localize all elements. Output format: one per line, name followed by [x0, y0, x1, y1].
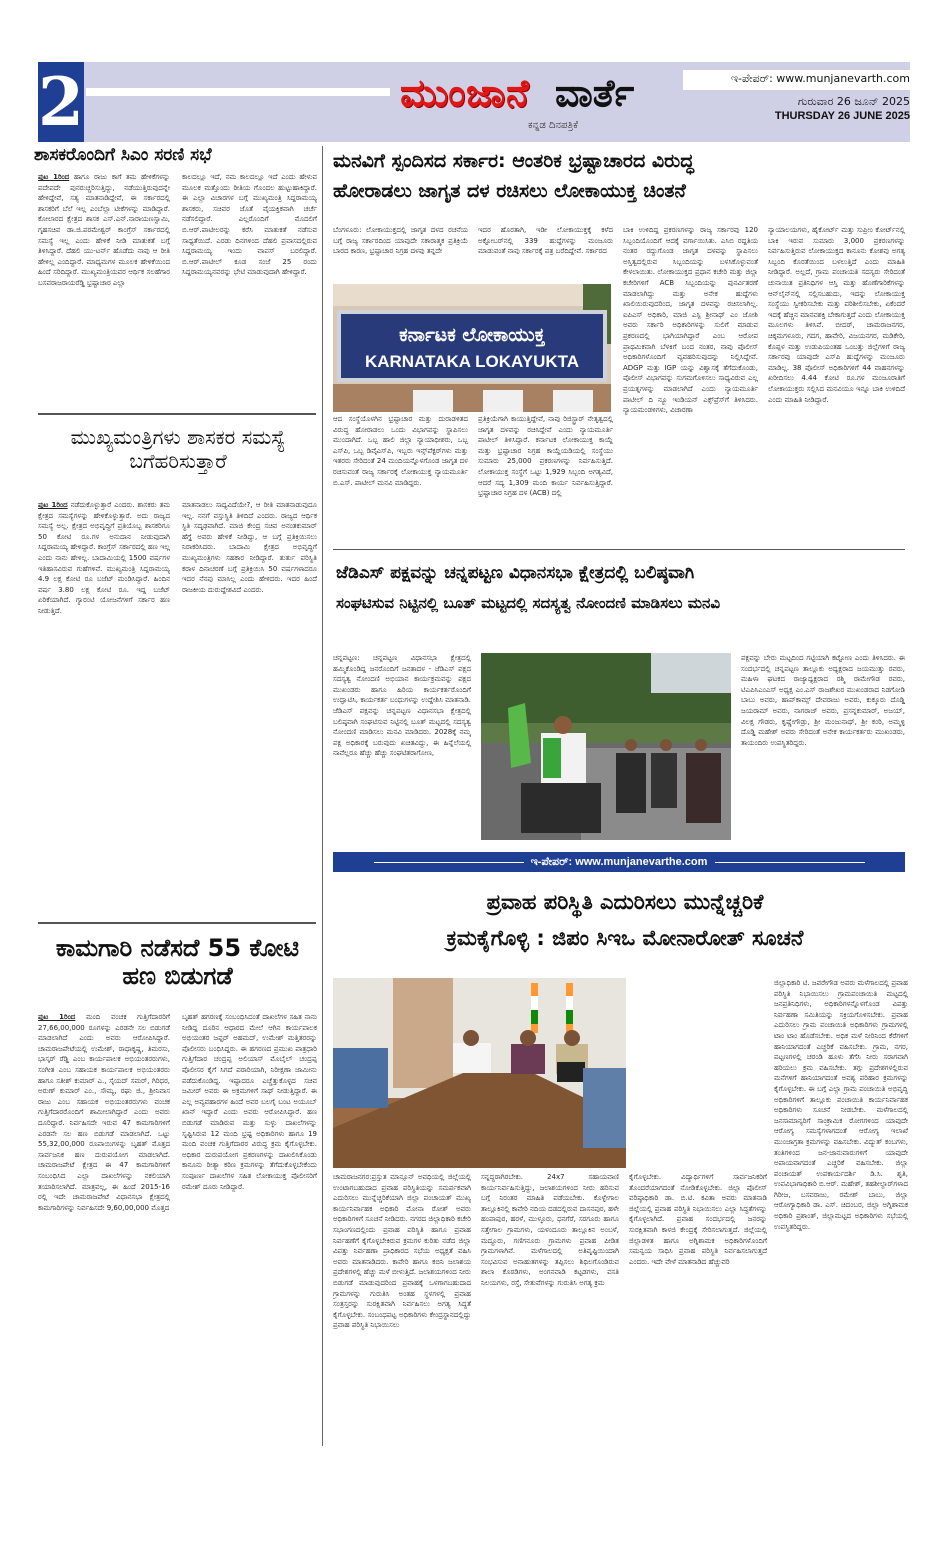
photo-jds-rally — [481, 653, 731, 840]
article-column: ಜಿಲ್ಲಾಧಿಕಾರಿ ಟಿ. ಜವರೇಗೌಡ ಅವರು ಮಳೆಗಾಲದಲ್ಲಿ ಪ್ರವಾಹ ಪರಿಸ್ಥಿತಿ ನಿಭಾಯಿಸಲು ಗ್ರಾಮಪಂಚಾಯಿತಿ ಮಟ್ಟದಲ್ಲಿ ಜನಪ್ರತಿನಿಧಿಗಳು, ಅಧಿಕಾರಿಗಳನ್ನೊಳಗೊಂಡ ವಿಪತ್ತು ನಿರ್ವಹಣಾ ಸಮಿತಿಯನ್ನು ಸಕ್ರಿಯಗೊಳಿಸಬೇಕು. ಪ್ರವಾಹ ಎದುರಿಸಲು ಗ್ರಾಮ ಪಂಚಾಯಿತಿ ಅಧಿಕಾರಿಗಳು ಗ್ರಾಮಗಳಲ್ಲಿ ಟಾಂ ಟಾಂ ಹೊಡೆಸಬೇಕು. ಅಧಿಕ ಮಳೆ ನೀರಿನಿಂದ ಕೆರೆಗಳಿಗೆ ಹಾನಿಯಾಗದಂತೆ ಎಚ್ಚರಿಕೆ ವಹಿಸಬೇಕು. ಗ್ರಾಮ, ನಗರ, ಪಟ್ಟಣಗಳಲ್ಲಿ ಚರಂಡಿ ಹೂಳು ತೆಗೆಸಿ ನೀರು ಸರಾಗವಾಗಿ ಹರಿಯಲು ಕ್ರಮ ವಹಿಸಬೇಕು. ತಗ್ಗು ಪ್ರದೇಶಗಳಲ್ಲಿರುವ ಮನೆಗಳಿಗೆ ಹಾನಿಯಾಗದಂತೆ ಅವಶ್ಯ ಪರಿಹಾರ ಕ್ರಮಗಳನ್ನು ಕೈಗೊಳ್ಳಬೇಕು. ಈ ಬಗ್ಗೆ ಎಲ್ಲಾ ಗ್ರಾಮ ಪಂಚಾಯಿತಿ ಅಭಿವೃದ್ಧಿ ಅಧಿಕಾರಿಗಳಿಗೆ ತಾಲ್ಲೂಕು ಪಂಚಾಯಿತಿ ಕಾರ್ಯನಿರ್ವಾಹಕ ಅಧಿಕಾರಿಗಳು ಸೂಚನೆ ನೀಡಬೇಕು. ಮಳೆಗಾಲದಲ್ಲಿ ಜನಸಾಮಾನ್ಯರಿಗೆ ಸಾಂಕ್ರಾಮಿಕ ರೋಗಗಳಿಂದ ಯಾವುದೇ ಆರೋಗ್ಯ ಸಮಸ್ಯೆಗಳಾಗದಂತೆ ಆರೋಗ್ಯ ಇಲಾಖೆ ಮುಂಜಾಗ್ರತಾ ಕ್ರಮಗಳನ್ನು ವಹಿಸಬೇಕು. ವಿದ್ಯುತ್ ಕಂಬಗಳು, ತಂತಿಗಳಿಂದ ಜನ-ಜಾನುವಾರುಗಳಿಗೆ ಯಾವುದೇ ಅಪಾಯವಾಗದಂತೆ ಎಚ್ಚರಿಕೆ ವಹಿಸಬೇಕು. ಜಿಲ್ಲಾ ಪಂಚಾಯತ್ ಉಪಕಾರ್ಯದರ್ಶಿ ಡಿ.ಸಿ. ಶೃತಿ, ಉಪವಿಭಾಗಾಧಿಕಾರಿ ಬಿ.ಆರ್. ಮಹೇಶ್, ತಹಶೀಲ್ದಾರ್‌ಗಳಾದ ಗಿರೀಜ, ಬಸವರಾಜು, ರಮೇಶ್ ಬಾಬು, ಜಿಲ್ಲಾ ಆರೋಗ್ಯಾಧಿಕಾರಿ ಡಾ. ಎಸ್. ಚಿದಂಬರ, ಜಿಲ್ಲಾ ಅಗ್ನಿಶಾಮಕ ಅಧಿಕಾರಿ ಪ್ರಶಾಂತ್, ಜಿಲ್ಲಾಮಟ್ಟದ ಅಧಿಕಾರಿಗಳು ಸಭೆಯಲ್ಲಿ ಉಪಸ್ಥಿತರಿದ್ದರು. — [774, 979, 908, 1231]
date-kannada: ಗುರುವಾರ 26 ಜೂನ್ 2025 — [797, 95, 910, 108]
epaper-link[interactable]: ಇ-ಪೇಪರ್: www.munjanevarth.com — [730, 72, 910, 85]
headline-line: ಪ್ರವಾಹ ಪರಿಸ್ಥಿತಿ ಎದುರಿಸಲು ಮುನ್ನೆಚ್ಚರಿಕೆ — [486, 890, 764, 914]
page-number: 2 — [38, 63, 84, 141]
photo-flood-meeting — [333, 978, 626, 1168]
epaper-banner-link[interactable]: ಇ-ಪೇಪರ್: www.munjanevarthe.com — [530, 856, 708, 868]
article-column — [636, 978, 764, 1168]
banner-line — [715, 862, 865, 863]
article-column: ಚಾಮರಾಜನಗರ:ಪ್ರಸ್ತುತ ಮಾನ್ಸೂನ್ ಅವಧಿಯಲ್ಲಿ ಜಿಲ್ಲೆಯಲ್ಲಿ ಉಂಟಾಗಬಹುದಾದ ಪ್ರವಾಹ ಪರಿಸ್ಥಿತಿಯನ್ನು ಸಮರ್ಪಕವಾಗಿ ಎದುರಿಸಲು ಮುನ್ನೆಚ್ಚರಿಕೆಯಾಗಿ ಜಿಲ್ಲಾ ಪಂಚಾಯತ್ ಮುಖ್ಯ ಕಾರ್ಯನಿರ್ವಾಹಕ ಅಧಿಕಾರಿ ಮೋನಾ ರೋತ್ ಅವರು ಅಧಿಕಾರಿಗಳಿಗೆ ಸೂಚನೆ ನೀಡಿದರು. ನಗರದ ಜಿಲ್ಲಾಧಿಕಾರಿ ಕಚೇರಿ ಸಭಾಂಗಣದಲ್ಲಿಂದು ಪ್ರವಾಹ ಪರಿಸ್ಥಿತಿ ಹಾಗೂ ಪ್ರವಾಹ ನಿರ್ವಹಣೆಗೆ ಕೈಗೊಳ್ಳಬೇಕಿರುವ ಕ್ರಮಗಳ ಕುರಿತು ನಡೆದ ಜಿಲ್ಲಾ ವಿಪತ್ತು ನಿರ್ವಹಣಾ ಪ್ರಾಧಿಕಾರದ ಸಭೆಯ ಅಧ್ಯಕ್ಷತೆ ವಹಿಸಿ ಅವರು ಮಾತನಾಡಿದರು. ಕಾವೇರಿ ಹಾಗೂ ಕಬಿನಿ ಜಲಾಶಯ ಪ್ರದೇಶಗಳಲ್ಲಿ ಹೆಚ್ಚು ಮಳೆ ಬೀಳುತ್ತಿದೆ. ಜಲಾಶಯಗಳಿಂದ ನೀರು ಬಿಡುಗಡೆ ಮಾಡುವುದರಿಂದ ಪ್ರವಾಹಕ್ಕೆ ಒಳಗಾಗಬಹುದಾದ ಗ್ರಾಮಗಳನ್ನು ಗುರುತಿಸಿ ಅಂತಹ ಸ್ಥಳಗಳಲ್ಲಿ ಪ್ರವಾಹ ಸಂತ್ರಸ್ತರನ್ನು ಸುರಕ್ಷಿತವಾಗಿ ನಿರ್ವಹಿಸಲು ಅಗತ್ಯ ಸಿದ್ಧತೆ ಕೈಗೊಳ್ಳಬೇಕು. ಸಂಬಂಧಪಟ್ಟ ಅಧಿಕಾರಿಗಳು ಕೇಂದ್ರಸ್ಥಾನದಲ್ಲಿದ್ದು ಪ್ರವಾಹ ಪರಿಸ್ಥಿತಿ ನಿಭಾಯಿಸಲು — [333, 1173, 471, 1330]
article-column: ನ್ಯಾಯಾಲಯಗಳು, ಹೈಕೋರ್ಟ್ ಮತ್ತು ಸುಪ್ರೀಂ ಕೋರ್ಟ್‌ನಲ್ಲಿ ಬಾಕಿ ಇರುವ ಸುಮಾರು 3,000 ಪ್ರಕರಣಗಳನ್ನು ನಿರ್ವಹಿಸುತ್ತಿರುವ ಲೋಕಾಯುಕ್ತದ ಕಾನೂನು ಕೋಶವು ಅಗತ್ಯ ಸಿಬ್ಬಂದಿ ಕೊರತೆಯಿಂದ ಬಳಲುತ್ತಿದೆ ಎಂದು ಮಾಹಿತಿ ನೀಡಿದ್ದಾರೆ. ಅಲ್ಲದೆ, ಗ್ರಾಮ ಪಂಚಾಯತಿ ಸದಸ್ಯರು ಸೇರಿದಂತೆ ಚುನಾಯಿತ ಪ್ರತಿನಿಧಿಗಳ ಆಸ್ತಿ ಮತ್ತು ಹೊಣೆಗಾರಿಕೆಗಳನ್ನು ಆನ್‌ಲೈನ್‌ನಲ್ಲಿ ಸಲ್ಲಿಸಬಹುದು, ಇದನ್ನು ಲೋಕಾಯುಕ್ತ ಸಂಸ್ಥೆಯು ಸ್ವೀಕರಿಸಬೇಕು ಮತ್ತು ಪರಿಶೀಲಿಸಬೇಕು, ಏಕೆಂದರೆ ಇದಕ್ಕೆ ಹೆಚ್ಚಿನ ಮಾನವಶಕ್ತಿ ಬೇಕಾಗುತ್ತದೆ ಎಂದು ಲೋಕಾಯುಕ್ತ ಮೂಲಗಳು ತಿಳಿಸಿವೆ. ಬೀದರ್, ಚಾಮರಾಜನಗರ, ಚಿಕ್ಕಮಗಳೂರು, ಗದಗ, ಹಾವೇರಿ, ವಿಜಯನಗರ, ಮಡಿಕೇರಿ, ಕೊಪ್ಪಳ ಮತ್ತು ಉಡುಪಿಯಂತಹ ಒಂಬತ್ತು ಜಿಲ್ಲೆಗಳಿಗೆ ರಾಜ್ಯ ಸರ್ಕಾರವು ಯಾವುದೇ ಎಸ್‌ಪಿ ಹುದ್ದೆಗಳನ್ನು ಮಂಜೂರು ಮಾಡಿಲ್ಲ. 38 ಪೊಲೀಸ್ ಅಧಿಕಾರಿಗಳಿಗೆ 44 ವಾಹನಗಳನ್ನು ಖರೀದಿಸಲು 4.44 ಕೋಟಿ ರೂ.ಗಳ ಮಂಜೂರಾತಿಗೆ ಲೋಕಾಯುಕ್ತರು ಸಲ್ಲಿಸಿದ ಮನವಿಯೂ ಇನ್ನೂ ಬಾಕಿ ಉಳಿದಿದೆ ಎಂದು ಮಾಹಿತಿ ನೀಡಿದ್ದಾರೆ. — [768, 226, 905, 404]
date-english: THURSDAY 26 JUNE 2025 — [774, 110, 910, 122]
article-text: ನಡೆದುಕೊಳ್ಳುತ್ತಾರೆ ಎಂದರು. ಶಾಸಕರು ತಮ ಕ್ಷೇತ್ರದ ಸಮಸ್ಯೆಗಳನ್ನು ಹೇಳಿಕೊಳ್ಳುತ್ತಾರೆ. ಅದು ರಾಜ್ಯದ ಸಮಸ್ಯೆ ಅಲ್ಲ. ಕ್ಷೇತ್ರದ ಅಭಿವೃದ್ಧಿಗೆ ಪ್ರತಿಯೊಬ್ಬ ಶಾಸಕರಿಗೂ 50 ಕೋಟಿ ರೂ.ಗಳ ಅನುದಾನ ನೀಡುವುದಾಗಿ ಸಿದ್ದರಾಮಯ್ಯ ಹೇಳಿದ್ದಾರೆ. ಕಾಂಗ್ರೆಸ್ ಸರ್ಕಾರದಲ್ಲಿ ಹಣ ಇಲ್ಲ ಎಂದು ನಾನು ಹೇಳಿಲ್ಲ. ಬಾದಾಮಿಯಲ್ಲಿ 1500 ವರ್ಷಗಳ ಇತಿಹಾಸವಿರುವ ಗುಹೆಗಳಿವೆ. ಮುಖ್ಯಮಂತ್ರಿ ಸಿದ್ದರಾಮಯ್ಯ 4.9 ಲಕ್ಷ ಕೋಟಿ ರೂ ಬಜೆಟ್ ಮಂಡಿಸಿದ್ದಾರೆ. ಹಿಂದಿನ ವರ್ಷ 3.80 ಲಕ್ಷ ಕೋಟಿ ರೂ. ಇದ್ದ ಬಜೆಟ್ ಏರಿಕೆಯಾಗಿದೆ. ಗ್ಯಾರಂಟಿ ಯೋಜನೆಗಳಿಗೆ ಸರ್ಕಾರ ಹಣ ನೀಡುತ್ತಿದೆ. — [38, 501, 170, 615]
dateline: ಪುಟ 1ರಿಂದ — [38, 1013, 76, 1021]
article-column: ಪಕ್ಷವನ್ನು ಬೇರು ಮಟ್ಟದಿಂದ ಗಟ್ಟಿಯಾಗಿ ಕಟ್ಟೋಣ ಎಂದು ತಿಳಿಸಿದರು. ಈ ಸಂದರ್ಭದಲ್ಲಿ ಚನ್ನಪಟ್ಟಣ ತಾಲ್ಲೂಕು ಅಧ್ಯಕ್ಷರಾದ ಜಯಮುತ್ತು ರವರು, ಮಹಿಳಾ ಘಟಕದ ರಾಜ್ಯಾಧ್ಯಕ್ಷರಾದ ರಶ್ಮಿ ರಾಮೇಗೌಡ ರವರು, ಟಿಎಪಿಸಿಎಂಎಸ್ ಅಧ್ಯಕ್ಷ ಎಂ.ಎಸ್ ರಾಜಶೇಖರ ಮುಖಂಡರಾದ ನಿಡಗೋಡಿ ಬಾಬು ಅವರು, ಹಾಪ್‌ಕಾಮ್ಸ್ ದೇವರಾಜು ಅವರು, ಕುಕ್ಕೂರು ದೊಡ್ಡಿ ಜಯರಾಮ್ ಅವರು, ನಾಗರಾಜ್ ಅವರು, ಪ್ರಸನ್ನಕುಮಾರ್, ಅಜಯ್, ವಿಲಕ್ಷ ಗೌಡರು, ಕೃಷ್ಣೇಗೌಡ್ರು, ಶ್ರೀ ಮಂಜುನಾಥ್, ಶ್ರೀ ಕಂಠಿ, ಅಮ್ಮಳ್ಳಿ ದೊಡ್ಡಿ ಮಹೇಶ್ ಅವರು ಸೇರಿದಂತೆ ಅನೇಕ ಕಾರ್ಯಕರ್ತರು ಮುಖಂಡರು, ತಾಯಂದಿರು ಉಪಸ್ಥಿತರಿದ್ದರು. — [741, 654, 905, 747]
dateline: ಪುಟ 1ರಿಂದ — [38, 501, 68, 509]
article-column: ಸನ್ನದ್ಧರಾಗಿರಬೇಕು. 24x7 ಸಹಾಯವಾಣಿ ಕಾರ್ಯನಿರ್ವಹಿಸುತ್ತಿದ್ದು, ಜಲಾಶಯಗಳಿಂದ ನೀರು ಹರಿಸುವ ಬಗ್ಗೆ ನಿರಂತರ ಮಾಹಿತಿ ಪಡೆಯಬೇಕು. ಕೊಳ್ಳೇಗಾಲ ತಾಲ್ಲೂಕಿನಲ್ಲಿ ಕಾವೇರಿ ನದಿಯ ದಡದಲ್ಲಿರುವ ದಾಸನಪುರ, ಹಳೇ ಹಂಪಾಪುರ, ಹರಳೆ, ಮುಳ್ಳೂರು, ಧನಗೆರೆ, ಸರಗೂರು ಹಾಗೂ ಸತ್ತೇಗಾಲ ಗ್ರಾಮಗಳು, ಯಳಂದೂರು ತಾಲ್ಲೂಕಿನ ಅಂಬಳೆ, ಮದ್ದೂರು, ಗಣಿಗನೂರು ಗ್ರಾಮಗಳು ಪ್ರವಾಹ ಪೀಡಿತ ಗ್ರಾಮಗಳಾಗಿವೆ. ಮಳೆಗಾಲದಲ್ಲಿ ಅತಿವೃಷ್ಟಿಯಿಂದಾಗಿ ಸಂಭವಿಸುವ ಅನಾಹುತಗಳನ್ನು ತಪ್ಪಿಸಲು ಶಿಥಿಲಗೊಂಡಿರುವ ಶಾಲಾ ಕೊಠಡಿಗಳು, ಅಂಗನವಾಡಿ ಕಟ್ಟಡಗಳು, ವಸತಿ ನಿಲಯಗಳು, ರಸ್ತೆ, ಸೇತುವೆಗಳನ್ನು ಗುರುತಿಸಿ ಅಗತ್ಯ ಕ್ರಮ — [481, 1173, 619, 1287]
headline-funds-released: ಕಾಮಗಾರಿ ನಡೆಸದೆ 55 ಕೋಟಿ ಹಣ ಬಿಡುಗಡೆ — [55, 934, 300, 990]
bike-rally-image — [481, 653, 731, 840]
dateline: ಪುಟ 1ರಿಂದ — [38, 173, 70, 181]
lokayukta-building-image — [333, 284, 611, 412]
headline-flood — [345, 884, 905, 956]
article-column: ಪ್ರತಿಕ್ರಿಯೆಗಾಗಿ ಕಾಯುತ್ತಿದ್ದೇವೆ, ನಾವು ರಿಜಿಸ್ಟ್ರಾರ್ ನೇತೃತ್ವದಲ್ಲಿ ಜಾಗೃತ ದಳವನ್ನು ರಚಿಸಿದ್ದೇವೆ ಎಂದು ನ್ಯಾಯಮೂರ್ತಿ ಪಾಟೀಲ್ ತಿಳಿಸಿದ್ದಾರೆ. ಕರ್ನಾಟಕ ಲೋಕಾಯುಕ್ತ ಕಾಯ್ದೆ ಮತ್ತು ಭ್ರಷ್ಟಾಚಾರ ನಿಗ್ರಹ ಕಾಯ್ದೆಯಡಿಯಲ್ಲಿ ಸಂಸ್ಥೆಯು ಸುಮಾರು 25,000 ಪ್ರಕರಣಗಳನ್ನು ನಿರ್ವಹಿಸುತ್ತಿದೆ. ಲೋಕಾಯುಕ್ತ ಸಂಸ್ಥೆಗೆ ಒಟ್ಟು 1,929 ಸಿಬ್ಬಂದಿ ಅಗತ್ಯವಿದೆ, ಆದರೆ ಸದ್ಯ 1,309 ಮಂದಿ ಕಾರ್ಯ ನಿರ್ವಹಿಸುತ್ತಿದ್ದಾರೆ. ಭ್ರಷ್ಟಾಚಾರ ನಿಗ್ರಹ ದಳ (ACB) ದಲ್ಲಿ — [478, 415, 613, 498]
headline-cm-solves: ಮುಖ್ಯಮಂತ್ರಿಗಳು ಶಾಸಕರ ಸಮಸ್ಯೆ ಬಗೆಹರಿಸುತ್ತಾರೆ — [70, 425, 286, 473]
headline-line: ಕ್ರಮಕೈಗೊಳ್ಳಿ : ಜಿಪಂ ಸಿಇಒ ಮೋನಾರೋತ್ ಸೂಚನೆ — [446, 926, 804, 950]
meeting-room-image — [333, 978, 626, 1168]
article-column: ಬಾಕಿ ಉಳಿದಿದ್ದ ಪ್ರಕರಣಗಳನ್ನು ರಾಜ್ಯ ಸರ್ಕಾರವು 120 ಸಿಬ್ಬಂದಿಯೊಂದಿಗೆ ಆದಕ್ಕೆ ವರ್ಗಾಯಿಸಿತು. ಎಸಿಬಿ ರದ್ದತಿಯ ನಂತರ ರದ್ದುಗೊಂಡ ಜಾಗೃತ ದಳವನ್ನು ಸ್ಥಾಪಿಸಲು ಅಸ್ತಿತ್ವದಲ್ಲಿರುವ ಸಿಬ್ಬಂದಿಯನ್ನು ಬಳಸಿಕೊಳ್ಳುವಂತೆ ಕೇಳಲಾಯಿತು. ಲೋಕಾಯುಕ್ತದ ಪ್ರಧಾನ ಕಚೇರಿ ಮತ್ತು ಜಿಲ್ಲಾ ಕಚೇರಿಗಳಿಗೆ ACB ಸಿಬ್ಬಂದಿಯನ್ನು ಪುನರ್ವಿತರಣೆ ಮಾಡಲಾಗಿದ್ದು ಮತ್ತು ಅನೇಕ ಹುದ್ದೆಗಳು ಖಾಲಿಯಿರುವುದರಿಂದ, ಜಾಗೃತ ದಳವನ್ನು ರಚಿಸಲಾಗಿಲ್ಲ. ಐಪಿಎಸ್ ಅಧಿಕಾರಿ, ಮಾಜಿ ಎಸ್ಪಿ ಶ್ರೀನಾಥ್ ಎಂ ಜೋಶಿ ಅವರು ಸರ್ಕಾರಿ ಅಧಿಕಾರಿಗಳನ್ನು ಸುಲಿಗೆ ಮಾಡುವ ಪ್ರಕರಣದಲ್ಲಿ ಭಾಗಿಯಾಗಿದ್ದಾರೆ ಎಂಬ ಆರೋಪ ಪ್ರಾಥಮಿಕವಾಗಿ ಬೆಳಕಿಗೆ ಬಂದ ನಂತರ, ನಾವು ಪೊಲೀಸ್ ಅಧಿಕಾರಿಗಳೊಂದಿಗೆ ವ್ಯವಹರಿಸುವುದನ್ನು ನಿಲ್ಲಿಸಿದ್ದೇವೆ. ADGP ಮತ್ತು IGP ಯನ್ನು ವಿಶ್ವಾಸಕ್ಕೆ ತೆಗೆದುಕೊಂಡು, ಪೊಲೀಸ್ ವಿಭಾಗವನ್ನು ಸುಗಮಗೊಳಿಸಲು ಸಾಧ್ಯವಿರುವ ಎಲ್ಲ ಪ್ರಯತ್ನಗಳನ್ನು ಮಾಡಲಾಗಿದೆ ಎಂದು ನ್ಯಾಯಮೂರ್ತಿ ಪಾಟೀಲ್ ದಿ ನ್ಯೂ ಇಂಡಿಯನ್ ಎಕ್ಸ್‌ಪ್ರೆಸ್‌ಗೆ ತಿಳಿಸಿದರು. ನ್ಯಾಯಮಂಡಳಿಗಳು, ವಿಚಾರಣಾ — [623, 226, 758, 415]
banner-line — [374, 862, 524, 863]
section-rule — [333, 549, 905, 550]
section-rule — [38, 413, 316, 415]
article-column: ಕಾಲದಲ್ಲೂ ಇದೆ, ನಮ ಕಾಲದಲ್ಲೂ ಇದೆ ಎಂದು ಹೇಳುವ ಮೂಲಕ ಮತ್ತೊಂದು ರೀತಿಯ ಗೊಂದಲ ಹುಟ್ಟುಹಾಕಿದ್ದಾರೆ. ಈ ಎಲ್ಲಾ ವಿಚಾರಗಳ ಬಗ್ಗೆ ಮುಖ್ಯಮಂತ್ರಿ ಸಿದ್ದರಾಮಯ್ಯ ಶಾಸಕರು, ಸಚಿವರ ಜೊತೆ ವೈಯಕ್ತಿಕವಾಗಿ ಚರ್ಚೆ ನಡೆಸಲಿದ್ದಾರೆ. ಎಲ್ಲರೊಂದಿಗೆ ಮೊದಲಿಗೆ ಬಿ.ಆರ್.ಪಾಟೀಲರನ್ನು ಕರೆಸಿ ಮಾತುಕತೆ ನಡೆಸುವ ಸಾಧ್ಯತೆಯಿದೆ. ಎರಡು ದಿನಗಳಿಂದ ದೆಹಲಿ ಪ್ರವಾಸದಲ್ಲಿರುವ ಸಿದ್ದರಾಮಯ್ಯ ಇಂದು ವಾಪಸ್ ಬರಲಿದ್ದಾರೆ. ಬಿ.ಆರ್.ಪಾಟೀಲ್ ಕೂಡ ಸಂಜೆ 25 ರಂದು ಸಿದ್ದರಾಮಯ್ಯನವರನ್ನು ಭೇಟಿ ಮಾಡುವುದಾಗಿ ಹೇಳಿದ್ದಾರೆ. — [182, 173, 317, 277]
epaper-banner — [333, 852, 905, 872]
logo-part1: ಮುಂಜಾನೆ — [400, 71, 530, 115]
article-column: ಚನ್ನಪಟ್ಟಣ: ಚನ್ನಪಟ್ಟಣ ವಿಧಾನಸಭಾ ಕ್ಷೇತ್ರದಲ್ಲಿ ಹಮ್ಮಿಕೊಂಡಿದ್ದ ಜನರೊಂದಿಗೆ ಜನತಾದಳ - ಜೆಡಿಎಸ್ ಪಕ್ಷದ ಸದಸ್ಯತ್ವ ನೋಂದಣಿ ಅಭಿಯಾನ ಕಾರ್ಯಕ್ರಮವನ್ನು ಪಕ್ಷದ ಮುಖಂಡರು ಹಾಗೂ ಹಿರಿಯ ಕಾರ್ಯಕರ್ತರೊಂದಿಗೆ ಉದ್ಘಾಟಿಸಿ, ಕಾರ್ಯಕರ್ತ ಬಂಧುಗಳನ್ನು ಉದ್ದೇಶಿಸಿ ಮಾತನಾಡಿ. ಜೆಡಿಎಸ್ ಪಕ್ಷವನ್ನು ಚನ್ನಪಟ್ಟಣ ವಿಧಾನಸಭಾ ಕ್ಷೇತ್ರದಲ್ಲಿ ಬಲಿಷ್ಠವಾಗಿ ಸಂಘಟಿಸುವ ನಿಟ್ಟಿನಲ್ಲಿ ಬೂತ್ ಮಟ್ಟದಲ್ಲಿ ಸದಸ್ಯತ್ವ ನೋಂದಣಿ ಮಾಡಿಸಲು ಮನವಿ ಮಾಡಿದರು. 2028ಕ್ಕೆ ನಮ್ಮ ಪಕ್ಷ ಅಧಿಕಾರಕ್ಕೆ ಬರುವುದು ಖಚಿತವಿದ್ದು, ಈ ಹಿನ್ನೆಲೆಯಲ್ಲಿ ನಾವೆಲ್ಲರೂ ಹೆಚ್ಚು ಹೆಚ್ಚು ಸಂಘಟಿತರಾಗೋಣ, — [333, 654, 471, 758]
headline-lokayukta — [333, 146, 913, 206]
tagline: ಕನ್ನಡ ದಿನಪತ್ರಿಕೆ — [528, 120, 579, 131]
headline-line: ಮನವಿಗೆ ಸ್ಪಂದಿಸದ ಸರ್ಕಾರ: ಆಂತರಿಕ ಭ್ರಷ್ಟಾಚಾರದ ವಿರುದ್ಧ — [333, 150, 695, 172]
masthead-stripe — [86, 88, 390, 96]
headline-jds — [336, 558, 911, 618]
headline-line: ಜೆಡಿಎಸ್ ಪಕ್ಷವನ್ನು ಚನ್ನಪಟ್ಟಣ ವಿಧಾನಸಭಾ ಕ್ಷೇತ್ರದಲ್ಲಿ ಬಲಿಷ್ಠವಾಗಿ — [336, 563, 695, 583]
photo-lokayukta — [333, 284, 611, 412]
article-column — [38, 172, 170, 407]
column-divider — [322, 146, 323, 1446]
article-column — [38, 1012, 170, 1432]
section-rule — [38, 922, 316, 924]
article-text: ಹಾಗೂ ರಾಜು ಕಾಗೆ ತಮ ಹೇಳಿಕೆಗಳನ್ನು ಪದೇಪದೇ ಪುನರುಚ್ಚರಿಸುತ್ತಿದ್ದು, ನಡೆಯುತ್ತಿರುವುದನ್ನೇ ಹೇಳಿದ್ದೇವೆ, ಸತ್ಯ ಮಾತನಾಡಿದ್ದೇವೆ, ಈ ಸರ್ಕಾರದಲ್ಲಿ ಶಾಸಕರಿಗೆ ಬೆಲೆ ಇಲ್ಲ ಎಂಬೆಲ್ಲಾ ಟೀಕೆಗಳನ್ನು ಮಾಡಿದ್ದಾರೆ. ಕೋಲಾರದ ಕ್ಷೇತ್ರದ ಶಾಸಕ ಎಸ್.ಎನ್.ನಾರಾಯಣಸ್ವಾಮಿ, ಗೃಹಸಚಿವ ಡಾ.ಜಿ.ಪರಮೇಶ್ವರ್ ಕಾಂಗ್ರೆಸ್ ಸರ್ಕಾರದಲ್ಲಿ ಸಮಸ್ಯೆ ಇಲ್ಲ ಎಂದು ಹೇಳಿಕೆ ನೀಡಿ ಮಾತುಕತೆ ಬಗ್ಗೆ ತಿಳಿಸಿದ್ದಾರೆ. ದೆಹಲಿ ಯು-ಟರ್ನ್ ಹೊಡೆದು ನಾವು ಆ ರೀತಿ ಹೇಳಿಲ್ಲ ಎಂದಿದ್ದಾರೆ. ಮಾಧ್ಯಮಗಳ ಮೂಲಕ ಹೇಳಿಕೆಯಿಂದ ಹಿಂದೆ ಸರಿದಿದ್ದಾರೆ. ಮುಖ್ಯಮಂತ್ರಿಯವರ ಆರ್ಥಿಕ ಸಲಹೆಗಾರ ಬಸವರಾಜರಾಯರೆಡ್ಡಿ ಭ್ರಷ್ಟಾಚಾರ ಎಲ್ಲಾ — [38, 173, 170, 287]
article-column: ಆದ ಸಂಸ್ಥೆಯೊಳಗಿನ ಭ್ರಷ್ಟಾಚಾರ ಮತ್ತು ದುರಾಡಳಿತದ ವಿರುದ್ಧ ಹೋರಾಡಲು ಒಂದು ವಿಭಾಗವನ್ನು ಸ್ಥಾಪಿಸಲು ಮುಂದಾಗಿದೆ. ಒಬ್ಬ ಹಾಲಿ ಜಿಲ್ಲಾ ನ್ಯಾಯಾಧೀಶರು, ಒಬ್ಬ ಎಸ್‌ಪಿ, ಒಬ್ಬ ಡಿವೈಎಸ್‌ಪಿ, ಇಬ್ಬರು ಇನ್ಸ್‌ಪೆಕ್ಟರ್‌ಗಳು ಮತ್ತು ಇತರರು ಸೇರಿದಂತೆ 24 ಮಂದಿಯನ್ನೊಳಗೊಂಡ ಜಾಗೃತ ದಳ ರಚಿಸುವಂತೆ ರಾಜ್ಯ ಸರ್ಕಾರಕ್ಕೆ ಲೋಕಾಯುಕ್ತ ನ್ಯಾಯಮೂರ್ತಿ ಬಿ.ಎಸ್. ಪಾಟೀಲ್ ಮನವಿ ಮಾಡಿದ್ದರು. — [333, 415, 468, 487]
article-column: ಇದರ ಹೊರತಾಗಿ, ಇಡೀ ಲೋಕಾಯುಕ್ತಕ್ಕೆ ಕಳೆದ ಅಕ್ಟೋಬರ್‌ನಲ್ಲಿ 339 ಹುದ್ದೆಗಳನ್ನು ಮಂಜೂರು ಮಾಡುವಂತೆ ನಾವು ಸರ್ಕಾರಕ್ಕೆ ಪತ್ರ ಬರೆದಿದ್ದೇವೆ. ಸರ್ಕಾರದ — [478, 226, 613, 256]
headline-line: ಸಂಘಟಿಸುವ ನಿಟ್ಟಿನಲ್ಲಿ ಬೂತ್ ಮಟ್ಟದಲ್ಲಿ ಸದಸ್ಯತ್ವ ನೋಂದಣಿ ಮಾಡಿಸಲು ಮನವಿ — [336, 594, 721, 612]
headline-line: ಹೋರಾಡಲು ಜಾಗೃತ ದಳ ರಚಿಸಲು ಲೋಕಾಯುಕ್ತ ಚಿಂತನೆ — [333, 180, 686, 202]
article-column — [38, 500, 170, 920]
logo-part2: ವಾರ್ತೆ — [555, 71, 635, 115]
sign-english: KARNATAKA LOKAYUKTA — [364, 352, 580, 371]
headline-cm-meeting: ಶಾಸಕರೊಂದಿಗೆ ಸಿಎಂ ಸರಣಿ ಸಭೆ — [34, 145, 212, 165]
article-text: ಮಂದಿ ವಂಚಕ ಗುತ್ತಿಗೆದಾರರಿಗೆ 27,66,00,000 ರೂಗಳನ್ನು ಎರಡನೇ ಸಲ ಬಿಡುಗಡೆ ಮಾಡಲಾಗಿದೆ ಎಂದು ಅವರು ಆರೋಪಿಸಿದ್ದಾರೆ. ಚಾಮರಾಜಪೇಟೆಯಲ್ಲಿ ಉಮೇಶ್, ರಾಧಾಕೃಷ್ಣ, ತಿಮರಸು, ಭಾಸ್ಕರ್ ರೆಡ್ಡಿ ಎಂಬ ಕಾರ್ಯಪಾಲಕ ಅಭಿಯಂತರರುಗಳು, ಸಂಗೀತ ಎಂಬ ಸಹಾಯಕ ಕಾರ್ಯಪಾಲಕ ಅಭಿಯಂತರರು ಹಾಗೂ ಸತೀಶ್ ಕುಮಾರ್ ಎ., ಸೈಯದ್ ಸಮರ್, ಗಿರಿಧರ, ಅರುಣ್ ಕುಮಾರ್ ಎಂ., ಸೌಮ್ಯ, ರಘು ಜಿ., ಶ್ರೀನಿವಾಸ ರಾಜು ಎಂಬ ಸಹಾಯಕ ಅಭಿಯಂತರರುಗಳು ವಂಚಕ ಗುತ್ತಿಗೆದಾರರೊಂದಿಗೆ ಶಾಮೀಲಾಗಿದ್ದಾರೆ ಎಂದು ಅವರು ದೂರಿದ್ದಾರೆ. ನಿರ್ವಹಿಸದೇ ಇರುವ 47 ಕಾಮಗಾರಿಗಳಿಗೆ ಎರಡನೇ ಸಲ ಹಣ ಬಿಡುಗಡೆ ಮಾಡಲಾಗಿದೆ. ಒಟ್ಟು 55,32,00,000 ರೂಪಾಯಿಗಳನ್ನು ಬೃಹತ್ ಮೊತ್ತದ ಸಾರ್ವಜನಿಕ ಹಣ ದುರುಪಯೋಗ ಮಾಡಲಾಗಿದೆ. ಚಾಮರಾಜಪೇಟೆ ಕ್ಷೇತ್ರದ ಈ 47 ಕಾಮಗಾರಿಗಳಿಗೆ ಸಂಬಂಧಿಸಿದ ಎಲ್ಲಾ ದಾಖಲೆಗಳನ್ನು ನಕಲಿಯಾಗಿ ತಯಾರಿಸಲಾಗಿದೆ. ಮಾತ್ರವಲ್ಲ, ಈ ಹಿಂದೆ 2015-16 ರಲ್ಲಿ ಇದೇ ಚಾಮರಾಜಪೇಟೆ ವಿಧಾನಸಭಾ ಕ್ಷೇತ್ರದಲ್ಲಿ ಕಾಮಗಾರಿಗಳನ್ನು ನಿರ್ವಹಿಸದೇ 9,60,00,000 ಮೊತ್ತದ — [38, 1013, 170, 1212]
article-column: ಮಾತನಾಡಲು ಸಾಧ್ಯವಿದೆಯೇ?, ಆ ರೀತಿ ಮಾತನಾಡುವುದೂ ಇಲ್ಲ. ನನಗೆ ವಸ್ತುಸ್ಥಿತಿ ತಿಳಿದಿದೆ ಎಂದರು. ರಾಜ್ಯದ ಆರ್ಥಿಕ ಸ್ಥಿತಿ ಸದೃಢವಾಗಿದೆ. ಮಾಜಿ ಕೇಂದ್ರ ಸಚಿವ ಅನಂತಕುಮಾರ್ ಹೆಗ್ಡೆ ಅವರು ಹೇಳಿಕೆ ನೀಡಿದ್ದು, ಆ ಬಗ್ಗೆ ಪ್ರತಿಕ್ರಿಯಿಸಲು ನಿರಾಕರಿಸಿದರು. ಬಾದಾಮಿ ಕ್ಷೇತ್ರದ ಅಭಿವೃದ್ಧಿಗೆ ಮುಖ್ಯಮಂತ್ರಿಗಳು ಸಹಕಾರ ನೀಡಿದ್ದಾರೆ. ತುರ್ತು ಪರಿಸ್ಥಿತಿ ಕರಾಳ ದಿನಾಚರಣೆ ಬಗ್ಗೆ ಪ್ರತಿಕ್ರಿಯಿಸಿ 50 ವರ್ಷಗಳಾದರೂ ಇದರ ನೆನಪು ಮಾಸಿಲ್ಲ ಎಂದು ಹೇಳಿದರು. ಇದರ ಹಿಂದೆ ರಾಜಕೀಯ ದುರುದ್ದೇಶವಿದೆ ಎಂದರು. — [182, 501, 317, 594]
sign-kannada: ಕರ್ನಾಟಕ ಲೋಕಾಯುಕ್ತ — [399, 324, 545, 346]
article-column: ಕೈಗೊಳ್ಳಬೇಕು. ವಿದ್ಯಾರ್ಥಿಗಳಿಗೆ ಸಾರ್ವಜನಿಕರಿಗೆ ತೊಂದರೆಯಾಗದಂತೆ ನೋಡಿಕೊಳ್ಳಬೇಕು. ಜಿಲ್ಲಾ ಪೊಲೀಸ್ ವರಿಷ್ಠಾಧಿಕಾರಿ ಡಾ. ಬಿ.ಟಿ. ಕವಿತಾ ಅವರು ಮಾತನಾಡಿ ಜಿಲ್ಲೆಯಲ್ಲಿ ಪ್ರವಾಹ ಪರಿಸ್ಥಿತಿ ನಿಭಾಯಿಸಲು ಎಲ್ಲಾ ಸಿದ್ಧತೆಗಳನ್ನು ಕೈಗೊಳ್ಳಲಾಗಿದೆ. ಪ್ರವಾಹ ಸಂದರ್ಭದಲ್ಲಿ ಜನರನ್ನು ಸುರಕ್ಷಿತವಾಗಿ ಕಾಳಜಿ ಕೇಂದ್ರಕ್ಕೆ ಸೇರಿಸಲಾಗುತ್ತದೆ. ಜಿಲ್ಲೆಯಲ್ಲಿ ಜಿಲ್ಲಾಡಳಿತ ಹಾಗೂ ಅಗ್ನಿಶಾಮಕ ಅಧಿಕಾರಿಗಳೊಂದಿಗೆ ಸಮನ್ವಯ ಸಾಧಿಸಿ ಪ್ರವಾಹ ಪರಿಸ್ಥಿತಿ ನಿರ್ವಹಿಸಲಾಗುತ್ತದೆ ಎಂದರು. ಇದೇ ವೇಳೆ ಮಾತನಾಡಿದ ಹೆಚ್ಚುವರಿ — [629, 1173, 767, 1266]
article-column: ಬೃಹತ್ ಹಗರಣಕ್ಕೆ ಸಂಬಂಧಿಸಿದಂತೆ ದಾಖಲೆಗಳ ಸಹಿತ ನಾನು ನೀಡಿದ್ದ ದೂರಿನ ಆಧಾರದ ಮೇಲೆ ಆಗಿನ ಕಾರ್ಯಪಾಲಕ ಅಭಿಯಂತರ ಜಫ್ಫರ್ ಅಹಮದ್, ಉಮೇಶ್ ಮತ್ತಿತರರನ್ನು ಪೊಲೀಸರು ಬಂಧಿಸಿದ್ದರು. ಈ ಹಗರಣದ ಪ್ರಮುಖ ಪಾತ್ರಧಾರಿ ಗುತ್ತಿಗೆದಾರ ಚಂದ್ರಪ್ಪ ಅಲಿಯಾಸ್ ಮೊಬೈಲ್ ಚಂದ್ರಪ್ಪ ಪೊಲೀಸರ ಕೈಗೆ ಸಿಗದೆ ಪರಾರಿಯಾಗಿ, ನಿರೀಕ್ಷಣಾ ಜಾಮೀನು ಪಡೆದುಕೊಂಡಿದ್ದ. ಇಷ್ಟಾದರೂ ಎಚ್ಚೆತ್ತುಕೊಳ್ಳದ ಸಚಿವ ಜಮೀರ್ ಅವರು ಈ ಅಕ್ರಮಗಳಿಗೆ ಸಾಥ್ ನೀಡುತ್ತಿದ್ದಾರೆ. ಈ ಎಲ್ಲ ಅವ್ಯವಹಾರಗಳ ಹಿಂದೆ ಅವರ ಬಲಗೈ ಬಂಟ ಅಯೂಬ್ ಖಾನ್ ಇದ್ದಾರೆ ಎಂದು ಅವರು ಆರೋಪಿಸಿದ್ದಾರೆ. ಹಣ ಬಿಡುಗಡೆ ಮಾಡಿರುವ ಮತ್ತು ಸುಳ್ಳು ದಾಖಲೆಗಳನ್ನು ಸೃಷ್ಟಿಸಿರುವ 12 ಮಂದಿ ಭ್ರಷ್ಟ ಅಧಿಕಾರಿಗಳು ಹಾಗೂ 19 ಮಂದಿ ವಂಚಕ ಗುತ್ತಿಗೆದಾರರ ವಿರುದ್ಧ ಕ್ರಮ ಕೈಗೊಳ್ಳಬೇಕು. ಅಧಿಕಾರ ದುರುಪಯೋಗ ಪ್ರಕರಣಗಳನ್ನು ದಾಖಲಿಸಿಕೊಂಡು ಕಾನೂನು ರೀತ್ಯಾ ಕಠಿಣ ಕ್ರಮಗಳನ್ನು ತೆಗೆದುಕೊಳ್ಳಬೇಕೆಂದು ಸಂಪೂರ್ಣ ದಾಖಲೆಗಳ ಸಹಿತ ಲೋಕಾಯುಕ್ತ ಪೊಲೀಸರಿಗೆ ರಮೇಶ್ ದೂರು ನೀಡಿದ್ದಾರೆ. — [182, 1013, 317, 1191]
article-column: ಬೆಂಗಳೂರು: ಲೋಕಾಯುಕ್ತದಲ್ಲಿ ಜಾಗೃತ ದಳದ ರಚನೆಯ ಬಗ್ಗೆ ರಾಜ್ಯ ಸರ್ಕಾರದಿಂದ ಯಾವುದೇ ಸಕಾರಾತ್ಮಕ ಪ್ರತಿಕ್ರಿಯೆ ಬಾರದ ಕಾರಣ, ಭ್ರಷ್ಟಾಚಾರ ನಿಗ್ರಹ ದಳವು ತನ್ನದೇ — [333, 226, 468, 256]
